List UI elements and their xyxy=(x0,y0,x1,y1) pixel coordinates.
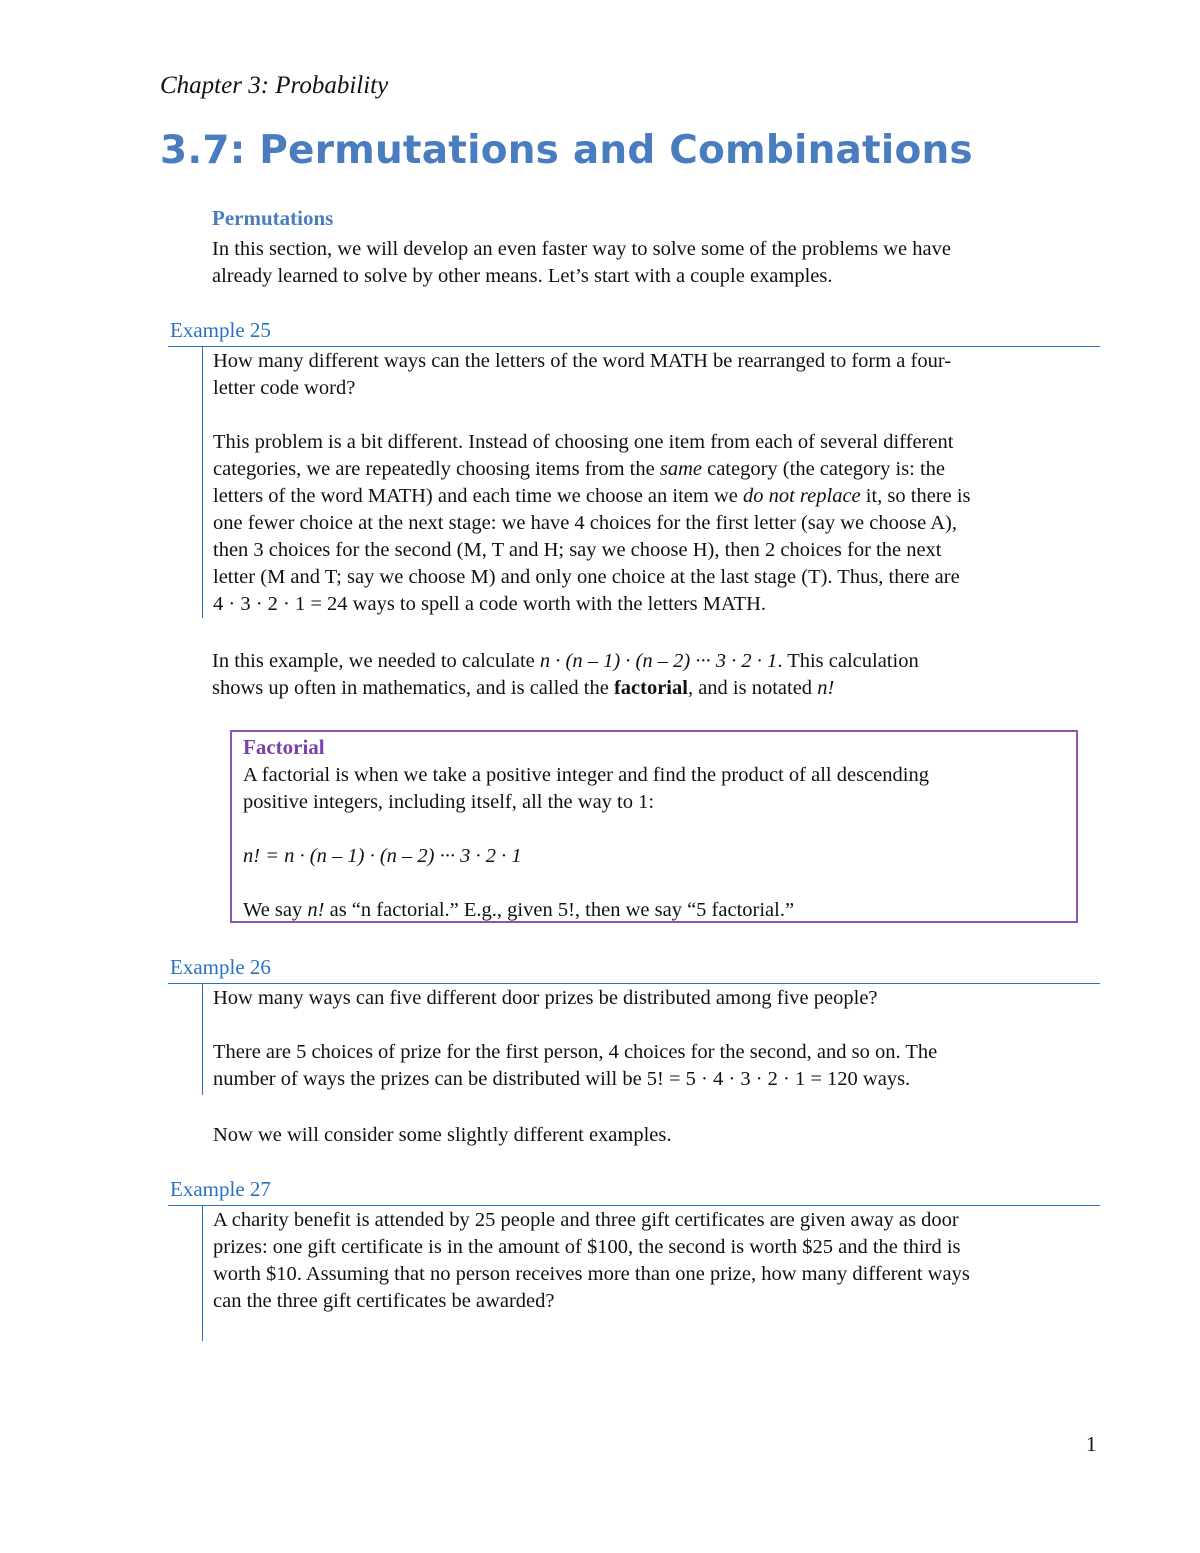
question-line: letter code word? xyxy=(213,377,356,399)
example-26-body xyxy=(213,985,1093,1093)
example-27-rule xyxy=(168,1205,1100,1206)
example-26-label: Example 26 xyxy=(170,955,271,979)
answer-line: letter (M and T; say we choose M) and only one choice at the last stage (T). Thus, there are xyxy=(213,566,960,588)
chapter-header: Chapter 3: Probability xyxy=(160,72,389,99)
answer-line: number of ways the prizes can be distributed will be 5! = 5 · 4 · 3 · 2 · 1 = 120 ways. xyxy=(213,1068,911,1090)
question-line: How many ways can five different door prizes be distributed among five people? xyxy=(213,987,878,1009)
answer-line: There are 5 choices of prize for the first person, 4 choices for the second, and so on. The xyxy=(213,1041,938,1063)
intro-line: already learned to solve by other means. Let’s start with a couple examples. xyxy=(212,265,833,287)
example-25-rule xyxy=(168,346,1100,347)
example-25-label: Example 25 xyxy=(170,318,271,342)
intro-line: shows up often in mathematics, and is called the factorial, and is notated n! xyxy=(212,677,835,699)
question-line: can the three gift certificates be awarded? xyxy=(213,1290,555,1312)
question-line: worth $10. Assuming that no person receives more than one prize, how many different ways xyxy=(213,1263,970,1285)
section-title: 3.7: Permutations and Combinations xyxy=(160,128,973,173)
factorial-intro xyxy=(212,648,1092,702)
example-27-label: Example 27 xyxy=(170,1177,271,1201)
answer-line: categories, we are repeatedly choosing items from the same category (the category is: the xyxy=(213,458,946,480)
definition-line: We say n! as “n factorial.” E.g., given 5!, then we say “5 factorial.” xyxy=(243,899,795,921)
question-line: How many different ways can the letters of the word MATH be rearranged to form a four- xyxy=(213,350,952,372)
transition-paragraph: Now we will consider some slightly different examples. xyxy=(213,1124,672,1146)
permutations-heading: Permutations xyxy=(212,206,334,230)
example-27-body xyxy=(213,1207,1093,1315)
example-27-bar xyxy=(202,1205,203,1341)
page-number: 1 xyxy=(1086,1432,1097,1456)
example-25-body xyxy=(213,348,1093,618)
intro-line: In this section, we will develop an even faster way to solve some of the problems we have xyxy=(212,238,951,260)
answer-line: This problem is a bit different. Instead of choosing one item from each of several different xyxy=(213,431,954,453)
intro-paragraph xyxy=(212,236,1092,290)
question-line: A charity benefit is attended by 25 people and three gift certificates are given away as door xyxy=(213,1209,959,1231)
example-25-bar xyxy=(202,346,203,618)
factorial-formula: n! = n · (n – 1) · (n – 2) ··· 3 · 2 · 1 xyxy=(243,845,522,867)
answer-line: 4 · 3 · 2 · 1 = 24 ways to spell a code worth with the letters MATH. xyxy=(213,593,766,615)
answer-line: letters of the word MATH) and each time we choose an item we do not replace it, so there is xyxy=(213,485,971,507)
example-26-bar xyxy=(202,983,203,1095)
factorial-body xyxy=(243,762,1063,924)
intro-line: In this example, we needed to calculate n · (n – 1) · (n – 2) ··· 3 · 2 · 1. This calculation xyxy=(212,650,919,672)
answer-line: then 3 choices for the second (M, T and H; say we choose H), then 2 choices for the next xyxy=(213,539,942,561)
answer-line: one fewer choice at the next stage: we have 4 choices for the first letter (say we choose A), xyxy=(213,512,957,534)
definition-line: A factorial is when we take a positive integer and find the product of all descending xyxy=(243,764,929,786)
example-26-rule xyxy=(168,983,1100,984)
question-line: prizes: one gift certificate is in the amount of $100, the second is worth $25 and the third is xyxy=(213,1236,961,1258)
factorial-title: Factorial xyxy=(243,735,325,759)
definition-line: positive integers, including itself, all the way to 1: xyxy=(243,791,655,813)
